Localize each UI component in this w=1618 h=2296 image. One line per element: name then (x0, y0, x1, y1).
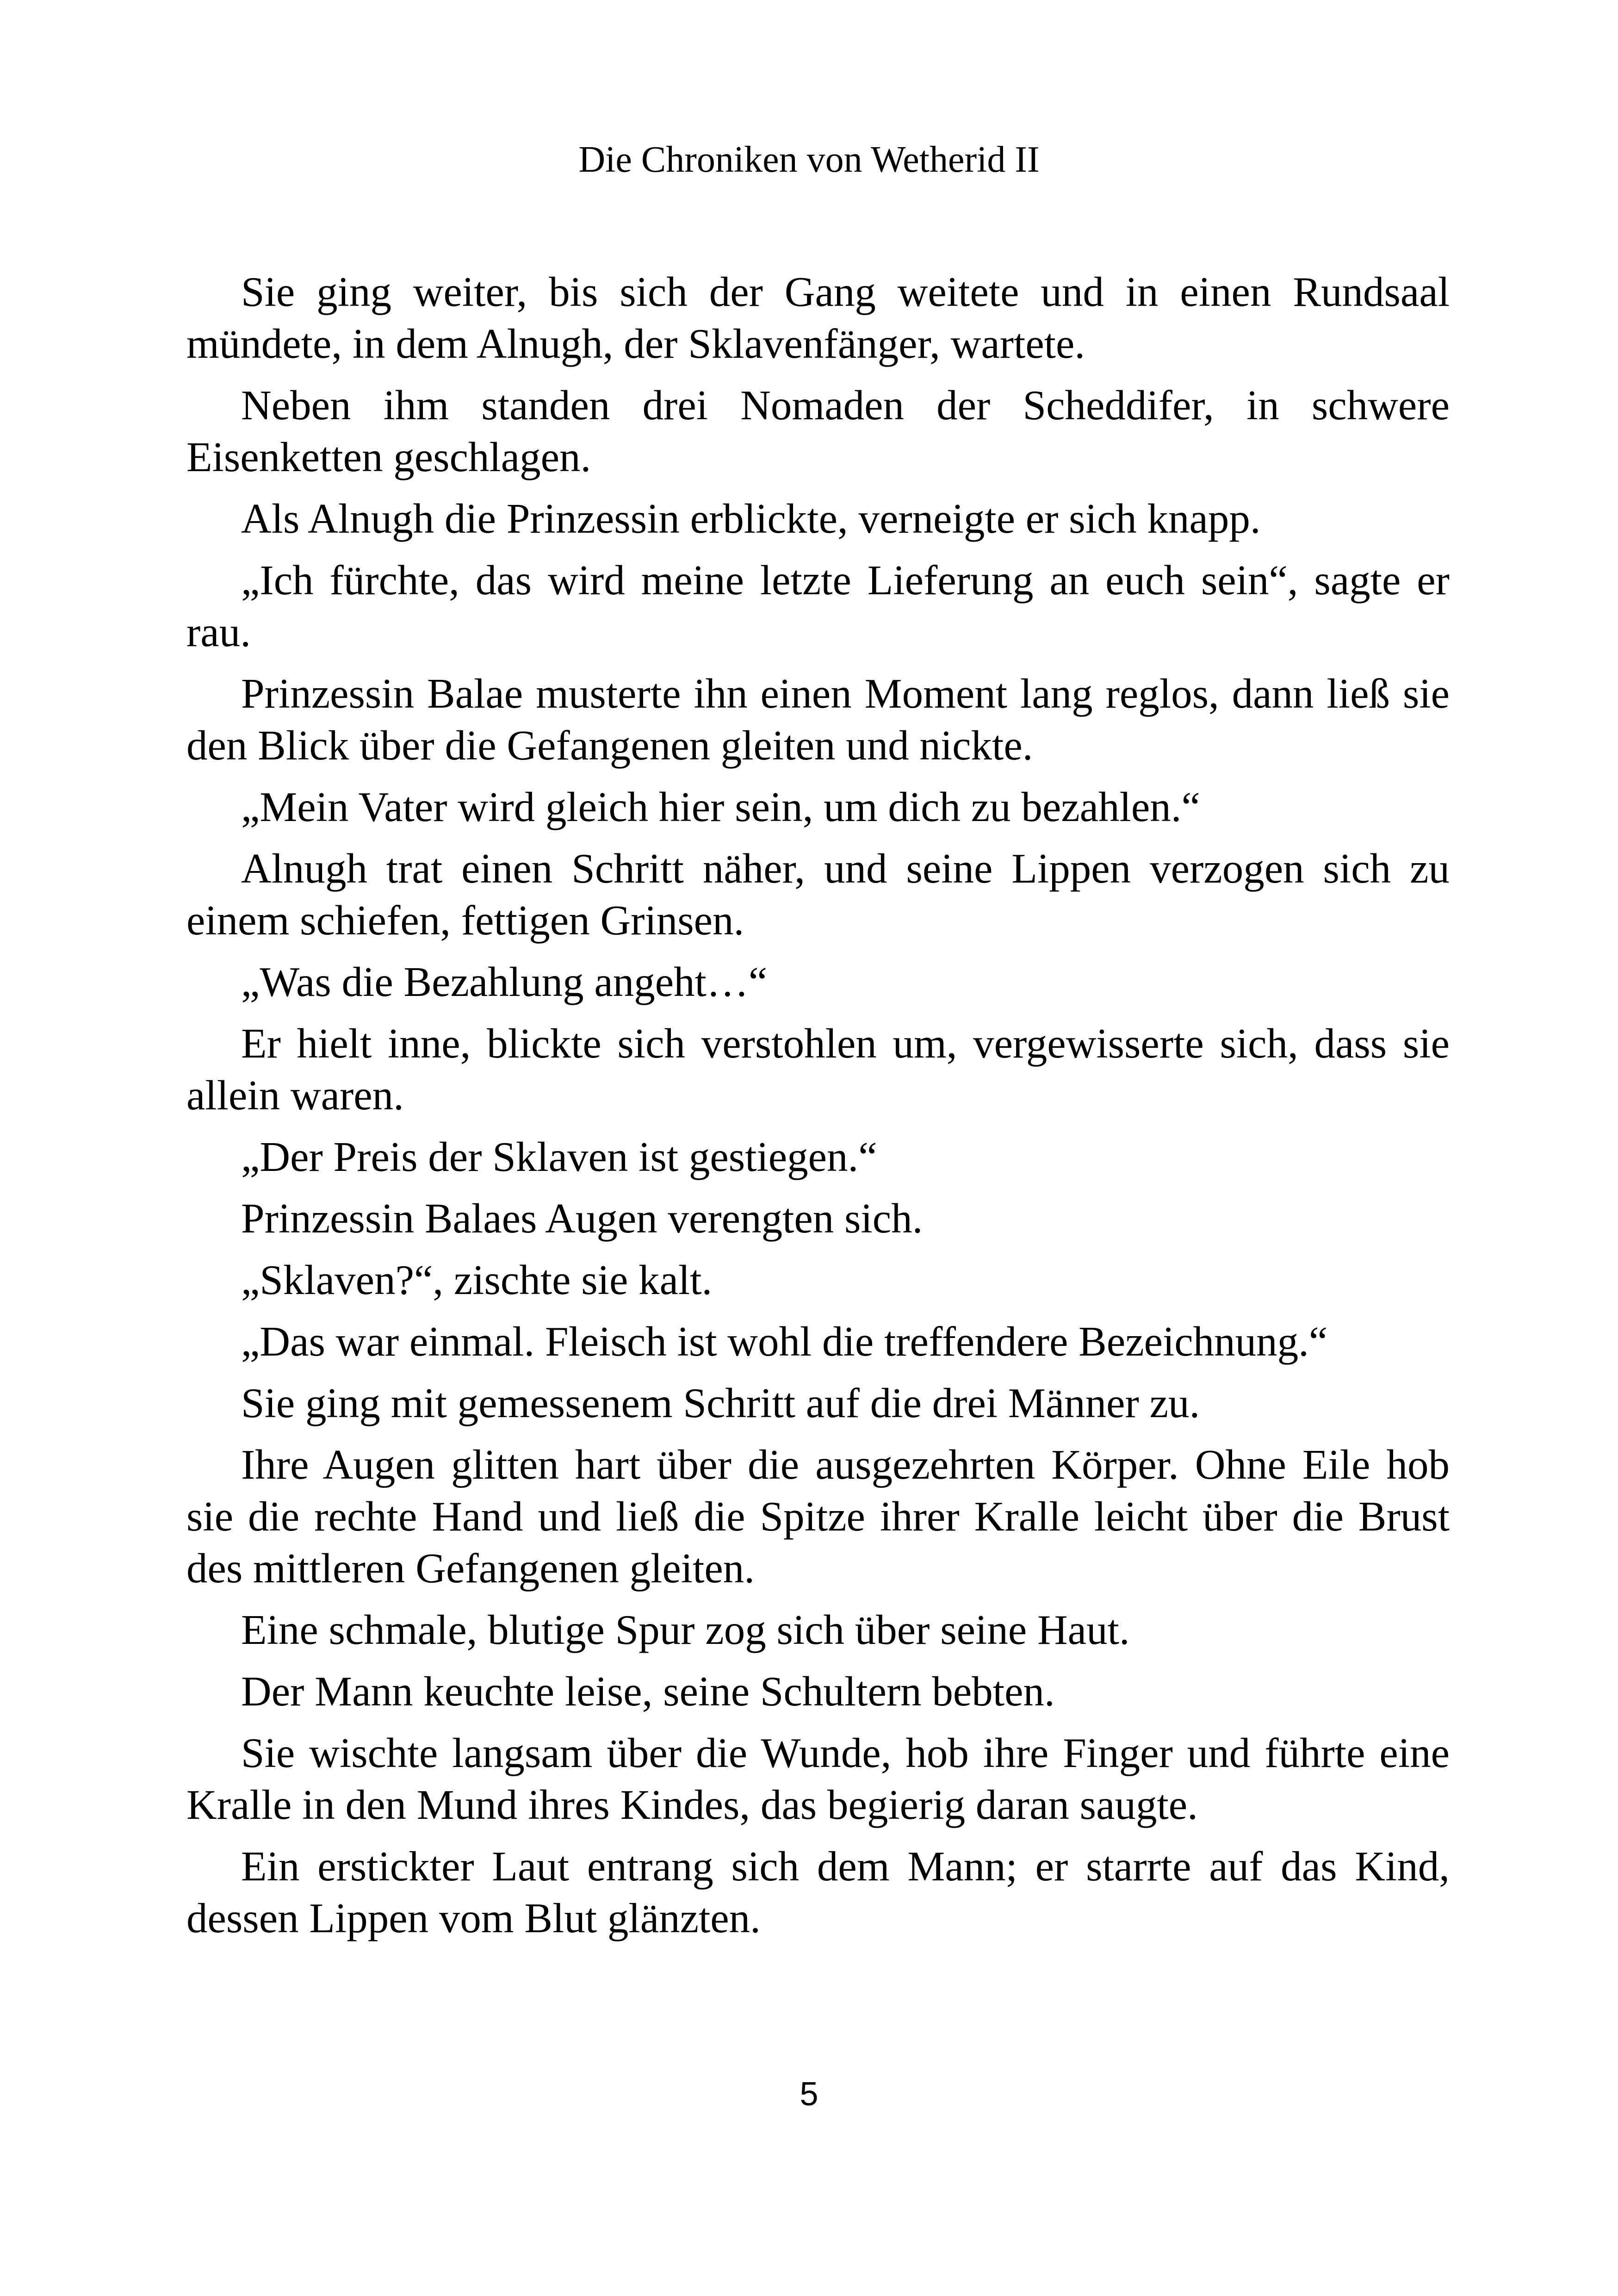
paragraph: „Sklaven?“, zischte sie kalt. (241, 1257, 713, 1303)
paragraph: Alnugh trat einen Schritt näher, und seine Lippen verzogen sich zu einem schiefen, fettigen Grinsen. (186, 845, 1450, 944)
paragraph: Prinzessin Balaes Augen verengten sich. (241, 1195, 923, 1242)
paragraph: Sie ging weiter, bis sich der Gang weitete und in einen Rundsaal mündete, in dem Alnugh, der Sklavenfänger, wartete. (186, 268, 1450, 367)
paragraph: „Ich fürchte, das wird meine letzte Lieferung an euch sein“, sagte er rau. (186, 557, 1450, 655)
paragraph: „Das war einmal. Fleisch ist wohl die treffendere Bezeichnung.“ (241, 1318, 1328, 1365)
paragraph: Neben ihm standen drei Nomaden der Scheddifer, in schwere Eisenketten geschlagen. (186, 382, 1450, 480)
body-text (186, 266, 1450, 1954)
paragraph: Sie wischte langsam über die Wunde, hob ihre Finger und führte eine Kralle in den Mund ihres Kindes, das begierig daran saugte. (186, 1730, 1450, 1828)
paragraph: Sie ging mit gemessenem Schritt auf die drei Männer zu. (241, 1380, 1200, 1426)
paragraph: Ihre Augen glitten hart über die ausgezehrten Körper. Ohne Eile hob sie die rechte Hand und ließ die Spitze ihrer Kralle leicht über die Brust des mittleren Gefangenen gleiten. (186, 1441, 1450, 1592)
paragraph: Er hielt inne, blickte sich verstohlen um, vergewisserte sich, dass sie allein waren. (186, 1020, 1450, 1119)
paragraph: „Der Preis der Sklaven ist gestiegen.“ (241, 1133, 877, 1180)
paragraph: Der Mann keuchte leise, seine Schultern bebten. (241, 1668, 1055, 1715)
paragraph: Prinzessin Balae musterte ihn einen Moment lang reglos, dann ließ sie den Blick über die Gefangenen gleiten und nickte. (186, 670, 1450, 769)
paragraph: „Mein Vater wird gleich hier sein, um dich zu bezahlen.“ (241, 784, 1200, 830)
page-number: 5 (800, 2076, 818, 2113)
running-header: Die Chroniken von Wetherid II (578, 139, 1040, 180)
paragraph: „Was die Bezahlung angeht…“ (241, 958, 768, 1005)
paragraph: Eine schmale, blutige Spur zog sich über seine Haut. (241, 1606, 1130, 1653)
paragraph: Als Alnugh die Prinzessin erblickte, verneigte er sich knapp. (241, 495, 1261, 542)
paragraph: Ein erstickter Laut entrang sich dem Mann; er starrte auf das Kind, dessen Lippen vom Blut glänzten. (186, 1843, 1450, 1941)
